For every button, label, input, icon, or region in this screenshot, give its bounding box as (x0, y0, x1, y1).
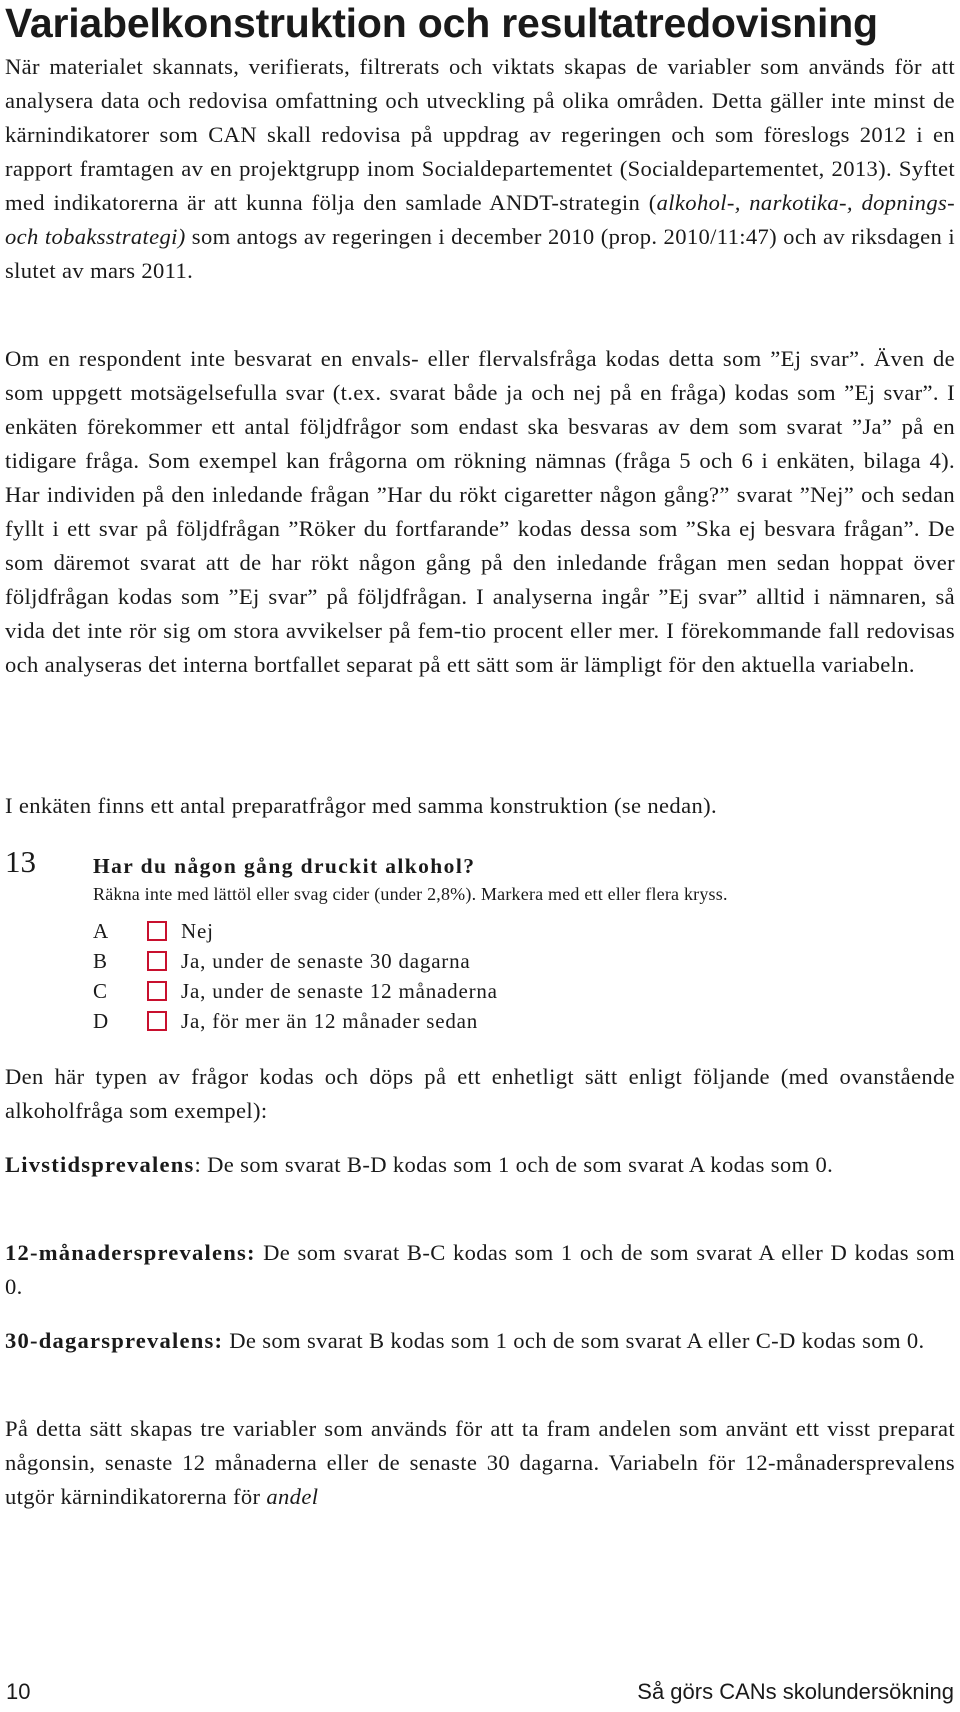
option-label: Ja, under de senaste 12 månaderna (181, 979, 498, 1003)
paragraph-30-day-prevalence (5, 1324, 955, 1358)
option-letter: D (93, 1009, 109, 1033)
paragraph-preparation-questions: I enkäten finns ett antal preparatfrågor med samma konstruktion (se nedan). (5, 793, 717, 818)
option-label: Ja, under de senaste 30 dagarna (181, 949, 471, 973)
paragraph-variables-summary (5, 1412, 955, 1514)
checkbox[interactable] (147, 1011, 167, 1031)
paragraph-12-month-prevalence (5, 1236, 955, 1304)
option-label: Ja, för mer än 12 månader sedan (181, 1009, 479, 1033)
term-30-day-prevalence: 30-dagarsprevalens: (5, 1328, 224, 1353)
answer-option-b (93, 946, 613, 976)
paragraph-variables-summary-text: På detta sätt skapas tre variabler som används för att ta fram andelen som använt ett visst preparat någonsin, senaste 12 månaderna eller de senaste 30 dagarna. Variabeln för 12-månadersprevalens utgör kärnindikatorerna för (5, 1416, 955, 1509)
checkbox[interactable] (147, 921, 167, 941)
page-number: 10 (6, 1679, 31, 1704)
answer-option-d (93, 1006, 613, 1036)
paragraph-coding-intro: Den här typen av frågor kodas och döps på ett enhetligt sätt enligt följande (med ovanstående alkoholfråga som exempel): (5, 1064, 955, 1123)
checkbox[interactable] (147, 951, 167, 971)
paragraph-intro-text-2: som antogs av regeringen i december 2010 (prop. 2010/11:47) och av riksdagen i slutet av mars 2011. (5, 224, 955, 283)
option-label: Nej (181, 919, 214, 943)
paragraph-intro-italic: alkohol-, narkotika-, dopnings- och tobaksstrategi) (5, 190, 955, 249)
question-hint: Räkna inte med lättöl eller svag cider (under 2,8%). Markera med ett eller flera kryss. (93, 884, 728, 904)
paragraph-missing-answers: Om en respondent inte besvarat en envals- eller flervalsfråga kodas detta som ”Ej svar”. Även de som uppgett motsägelsefulla svar (t.ex. svarat både ja och nej på en fråga) kodas som ”Ej svar”. I enkäten förekommer ett antal följdfrågor som endast ska besvaras av dem som svarat ”Ja” på en tidigare fråga. Som exempel kan frågorna om rökning nämnas (fråga 5 och 6 i enkäten, bilaga 4). Har individen på den inledande frågan ”Har du rökt cigaretter någon gång?” svarat ”Nej” och sedan fyllt i ett svar på följdfrågan ”Röker du fortfarande” kodas dessa som ”Ska ej besvara frågan”. De som däremot svarat att de har rökt någon gång på den inledande frågan men sedan hoppat över följdfrågan kodas som ”Ej svar” på följdfrågan. I analyserna ingår ”Ej svar” alltid i nämnaren, så vida det inte rör sig om stora avvikelser på fem-tio procent eller mer. I förekommande fall redovisas och analyseras det interna bortfallet separat på ett sätt som är lämpligt för den aktuella variabeln. (5, 346, 955, 677)
question-number: 13 (5, 844, 36, 879)
answer-option-c (93, 976, 613, 1006)
page-title: Variabelkonstruktion och resultatredovisning (5, 0, 878, 46)
answer-option-a (93, 916, 613, 946)
definition-lifetime-prevalence: : De som svarat B-D kodas som 1 och de som svarat A kodas som 0. (194, 1152, 834, 1177)
paragraph-intro (5, 50, 955, 288)
paragraph-variables-summary-italic: andel (266, 1484, 319, 1509)
option-letter: C (93, 979, 108, 1003)
option-letter: A (93, 919, 109, 943)
running-footer-title: Så görs CANs skolundersökning (637, 1679, 954, 1704)
paragraph-lifetime-prevalence (5, 1148, 955, 1182)
option-letter: B (93, 949, 108, 973)
checkbox[interactable] (147, 981, 167, 1001)
definition-12-month-prevalence: De som svarat B-C kodas som 1 och de som svarat A eller D kodas som 0. (5, 1240, 955, 1299)
paragraph-intro-text-1: När materialet skannats, verifierats, filtrerats och viktats skapas de variabler som används för att analysera data och redovisa omfattning och utveckling på olika områden. Detta gäller inte minst de kärnindikatorer som CAN skall redovisa på uppdrag av regeringen och som föreslogs 2012 i en rapport framtagen av en projektgrupp inom Socialdepartementet (Socialdepartementet, 2013). Syftet med indikatorerna är att kunna följa den samlade ANDT-strategin ( (5, 54, 955, 215)
question-text: Har du någon gång druckit alkohol? (93, 854, 476, 878)
term-12-month-prevalence: 12-månadersprevalens: (5, 1240, 256, 1265)
definition-30-day-prevalence: De som svarat B kodas som 1 och de som svarat A eller C-D kodas som 0. (223, 1328, 925, 1353)
term-lifetime-prevalence: Livstidsprevalens (5, 1152, 195, 1177)
